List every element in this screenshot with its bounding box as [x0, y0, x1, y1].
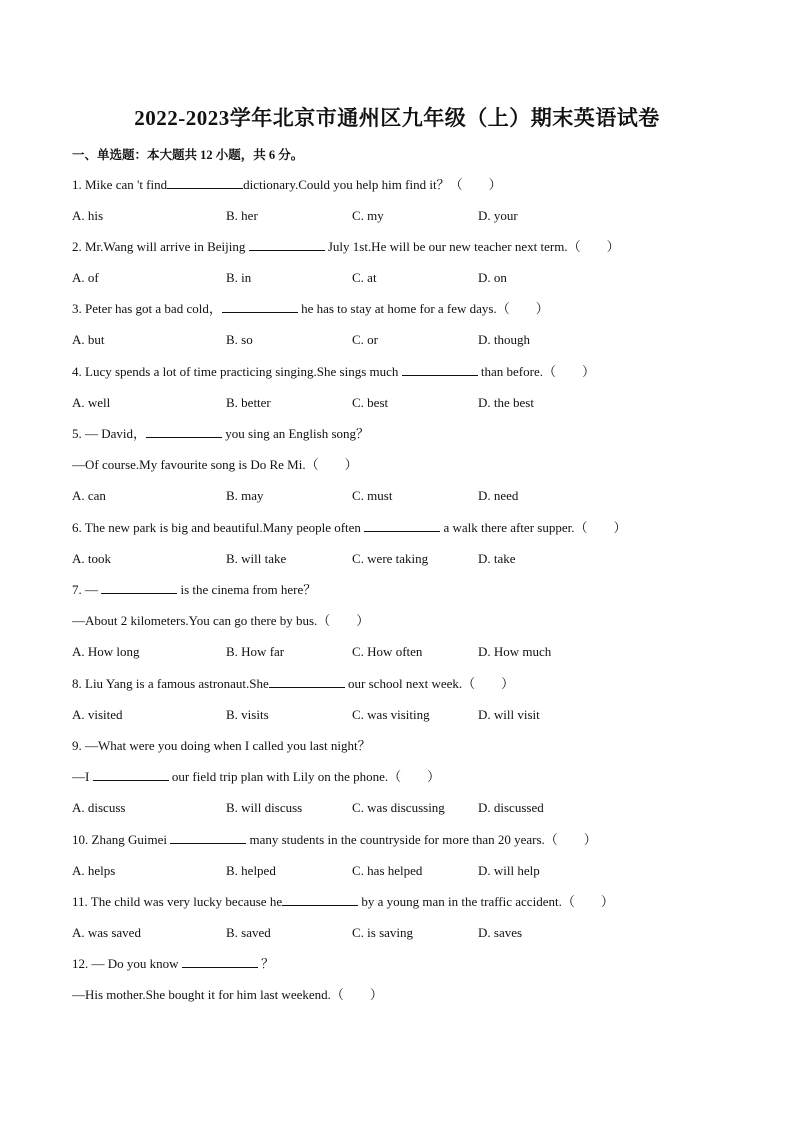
option-a: A. took — [72, 551, 111, 566]
question-9: 9. —What were you doing when I called you last night？ — [72, 738, 371, 753]
option-d: D. will visit — [478, 707, 540, 722]
options-1 — [72, 207, 712, 225]
answer-blank — [364, 519, 440, 532]
question-12: 12. — Do you know ？ — [72, 956, 275, 971]
option-c: C. were taking — [352, 551, 429, 566]
option-c: C. or — [352, 332, 378, 347]
option-d: D. will help — [478, 863, 540, 878]
options-8 — [72, 706, 712, 724]
answer-blank — [269, 675, 345, 688]
answer-blank — [93, 768, 169, 781]
option-a: A. helps — [72, 863, 116, 878]
option-b: B. visits — [226, 707, 269, 722]
option-d: D. discussed — [478, 800, 544, 815]
question-5-reply: —Of course.My favourite song is Do Re Mi.（ ） — [72, 457, 358, 472]
question-11: 11. The child was very lucky because he by a young man in the traffic accident.（ ） — [72, 894, 614, 909]
option-c: C. was visiting — [352, 707, 430, 722]
option-c: C. my — [352, 208, 384, 223]
option-d: D. the best — [478, 395, 534, 410]
answer-blank — [182, 955, 258, 968]
answer-blank — [170, 831, 246, 844]
question-2: 2. Mr.Wang will arrive in Beijing July 1st.He will be our new teacher next term.（ ） — [72, 239, 620, 254]
question-1: 1. Mike can 't find dictionary.Could you help him find it？（ ） — [72, 177, 502, 192]
options-5 — [72, 487, 712, 505]
answer-blank — [402, 363, 478, 376]
answer-blank — [222, 300, 298, 313]
option-b: B. so — [226, 332, 253, 347]
option-a: A. but — [72, 332, 105, 347]
options-10 — [72, 862, 712, 880]
question-7-reply: —About 2 kilometers.You can go there by bus.（ ） — [72, 613, 370, 628]
answer-blank — [249, 238, 325, 251]
option-a: A. of — [72, 270, 99, 285]
option-c: C. was discussing — [352, 800, 445, 815]
options-6 — [72, 550, 712, 568]
option-c: C. at — [352, 270, 377, 285]
option-b: B. helped — [226, 863, 276, 878]
question-7: 7. — is the cinema from here？ — [72, 582, 317, 597]
exam-title: 2022-2023学年北京市通州区九年级（上）期末英语试卷 — [134, 106, 660, 130]
option-a: A. was saved — [72, 925, 141, 940]
question-5: 5. — David， you sing an English song？ — [72, 426, 370, 441]
options-4 — [72, 394, 712, 412]
option-d: D. your — [478, 208, 518, 223]
option-b: B. How far — [226, 644, 285, 659]
option-b: B. will take — [226, 551, 287, 566]
options-2 — [72, 269, 712, 287]
question-3: 3. Peter has got a bad cold， he has to stay at home for a few days.（ ） — [72, 301, 549, 316]
option-a: A. How long — [72, 644, 140, 659]
option-b: B. better — [226, 395, 271, 410]
options-7 — [72, 643, 712, 661]
option-d: D. on — [478, 270, 507, 285]
option-b: B. will discuss — [226, 800, 303, 815]
answer-blank — [167, 176, 243, 189]
question-4: 4. Lucy spends a lot of time practicing singing.She sings much than before.（ ） — [72, 364, 596, 379]
question-8: 8. Liu Yang is a famous astronaut.She our school next week.（ ） — [72, 676, 515, 691]
question-10: 10. Zhang Guimei many students in the countryside for more than 20 years.（ ） — [72, 832, 597, 847]
options-3 — [72, 331, 712, 349]
option-b: B. her — [226, 208, 258, 223]
option-d: D. take — [478, 551, 516, 566]
option-a: A. discuss — [72, 800, 126, 815]
option-a: A. his — [72, 208, 104, 223]
question-9-reply: —I our field trip plan with Lily on the phone.（ ） — [72, 769, 441, 784]
option-b: B. saved — [226, 925, 271, 940]
options-9 — [72, 799, 712, 817]
question-12-reply: —His mother.She bought it for him last weekend.（ ） — [72, 987, 383, 1002]
option-c: C. is saving — [352, 925, 414, 940]
option-d: D. need — [478, 488, 519, 503]
option-c: C. has helped — [352, 863, 423, 878]
option-d: D. How much — [478, 644, 552, 659]
option-a: A. well — [72, 395, 111, 410]
option-d: D. though — [478, 332, 530, 347]
option-a: A. visited — [72, 707, 123, 722]
answer-blank — [101, 581, 177, 594]
option-c: C. best — [352, 395, 389, 410]
option-c: C. must — [352, 488, 393, 503]
option-b: B. in — [226, 270, 252, 285]
options-11 — [72, 924, 712, 942]
option-b: B. may — [226, 488, 264, 503]
section-heading: 一、单选题：本大题共 12 小题，共 6 分。 — [72, 148, 304, 162]
question-6: 6. The new park is big and beautiful.Many people often a walk there after supper.（ ） — [72, 520, 627, 535]
option-a: A. can — [72, 488, 106, 503]
answer-blank — [282, 893, 358, 906]
option-d: D. saves — [478, 925, 523, 940]
answer-blank — [146, 425, 222, 438]
option-c: C. How often — [352, 644, 423, 659]
